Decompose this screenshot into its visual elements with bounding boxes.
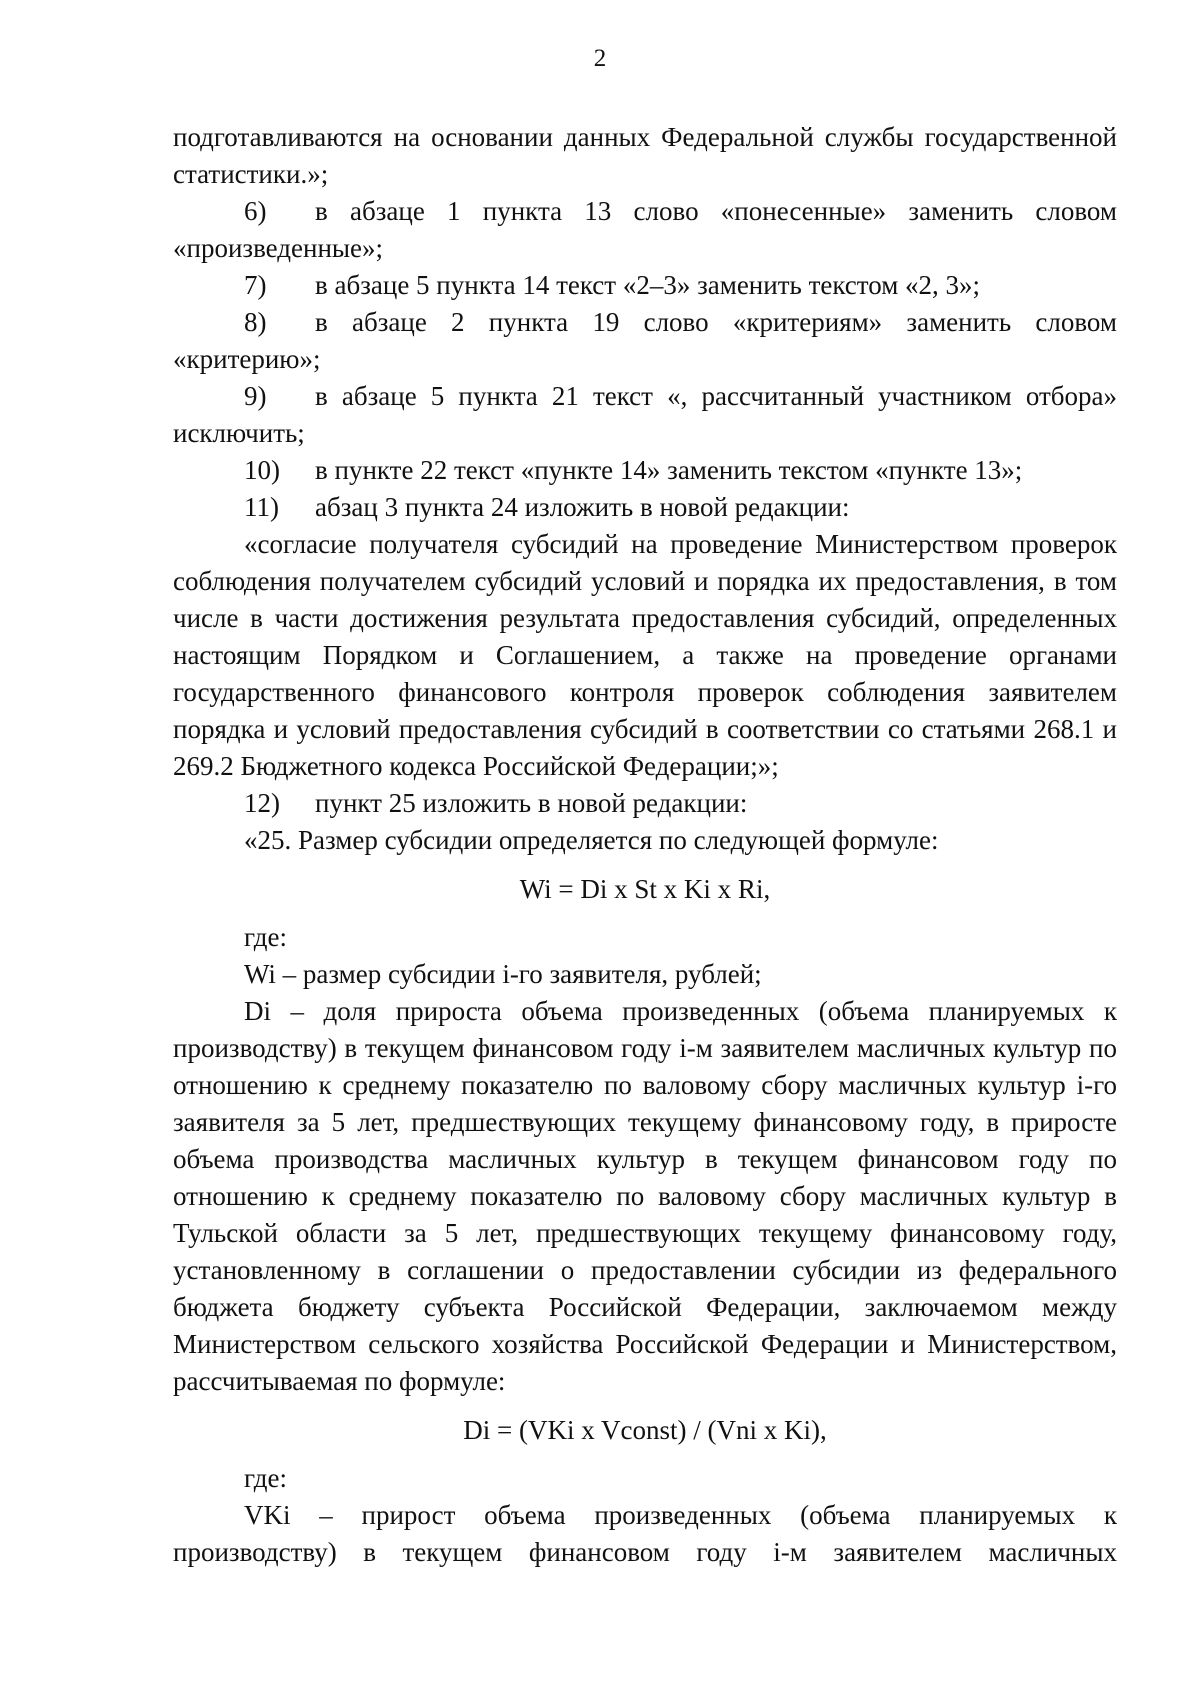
formula-di: Di = (VKi x Vconst) / (Vni x Ki), [463,1415,827,1445]
quoted-paragraph: «согласие получателя субсидий на проведение Министерством проверок соблюдения получателем субсидий условий и порядка их предоставления, в том числе в части достижения результата предоставления субсидий, определенных настоящим Порядком и Соглашением, а также на проведение органами государственного финансового контроля проверок соблюдения заявителем порядка и условий предоставления субсидий в соответствии со статьями 268.1 и 269.2 Бюджетного кодекса Российской Федерации;»; [173,529,1117,781]
list-item-10 [173,452,1117,489]
document-body [173,119,1117,1571]
list-item-text: в абзаце 2 пункта 19 слово «критериям» заменить словом «критерию»; [173,307,1117,374]
where-label: где: [244,1463,287,1493]
paragraph-continuation: подготавливаются на основании данных Федеральной службы государственной статистики.»; [173,122,1117,189]
definition-wi: Wi – размер субсидии i-го заявителя, рублей; [244,959,762,989]
formula-wi: Wi = Di x St x Ki x Ri, [519,874,771,904]
list-item-number: 12) [244,788,280,818]
list-item-number: 11) [244,492,279,522]
list-item-text: в абзаце 1 пункта 13 слово «понесенные» заменить словом «произведенные»; [173,196,1117,263]
list-item-number: 9) [244,381,267,411]
where-label: где: [244,922,287,952]
list-item-text: в пункте 22 текст «пункте 14» заменить текстом «пункте 13»; [315,455,1023,485]
definition-di: Di – доля прироста объема произведенных (объема планируемых к производству) в текущем финансовом году i-м заявителем масличных культур по отношению к среднему показателю по валовому сбору масличных культур i-го заявителя за 5 лет, предшествующих текущему финансовому году, в приросте объема производства масличных культур в текущем финансовом году по отношению к среднему показателю по валовому сбору масличных культур в Тульской области за 5 лет, предшествующих текущему финансовому году, установленному в соглашении о предоставлении субсидии из федерального бюджета бюджету субъекта Российской Федерации, заключаемом между Министерством сельского хозяйства Российской Федерации и Министерством, рассчитываемая по формуле: [173,996,1117,1396]
page-number: 2 [593,45,607,72]
list-item-number: 10) [244,455,280,485]
list-item-8 [173,304,1117,378]
list-item-9 [173,378,1117,452]
list-item-text: в абзаце 5 пункта 14 текст «2–3» заменить текстом «2, 3»; [315,270,981,300]
list-item-number: 8) [244,307,267,337]
list-item-number: 6) [244,196,267,226]
list-item-11 [173,489,1117,526]
list-item-7 [173,267,1117,304]
list-item-text: в абзаце 5 пункта 21 текст «, рассчитанный участником отбора» исключить; [173,381,1117,448]
definition-vki: VKi – прирост объема произведенных (объема планируемых к производству) в текущем финансовом году i-м заявителем масличных [173,1500,1117,1567]
list-item-text: пункт 25 изложить в новой редакции: [315,788,748,818]
paragraph-25: «25. Размер субсидии определяется по следующей формуле: [244,825,939,855]
list-item-12 [173,785,1117,822]
list-item-6 [173,193,1117,267]
list-item-number: 7) [244,270,267,300]
list-item-text: абзац 3 пункта 24 изложить в новой редакции: [315,492,850,522]
